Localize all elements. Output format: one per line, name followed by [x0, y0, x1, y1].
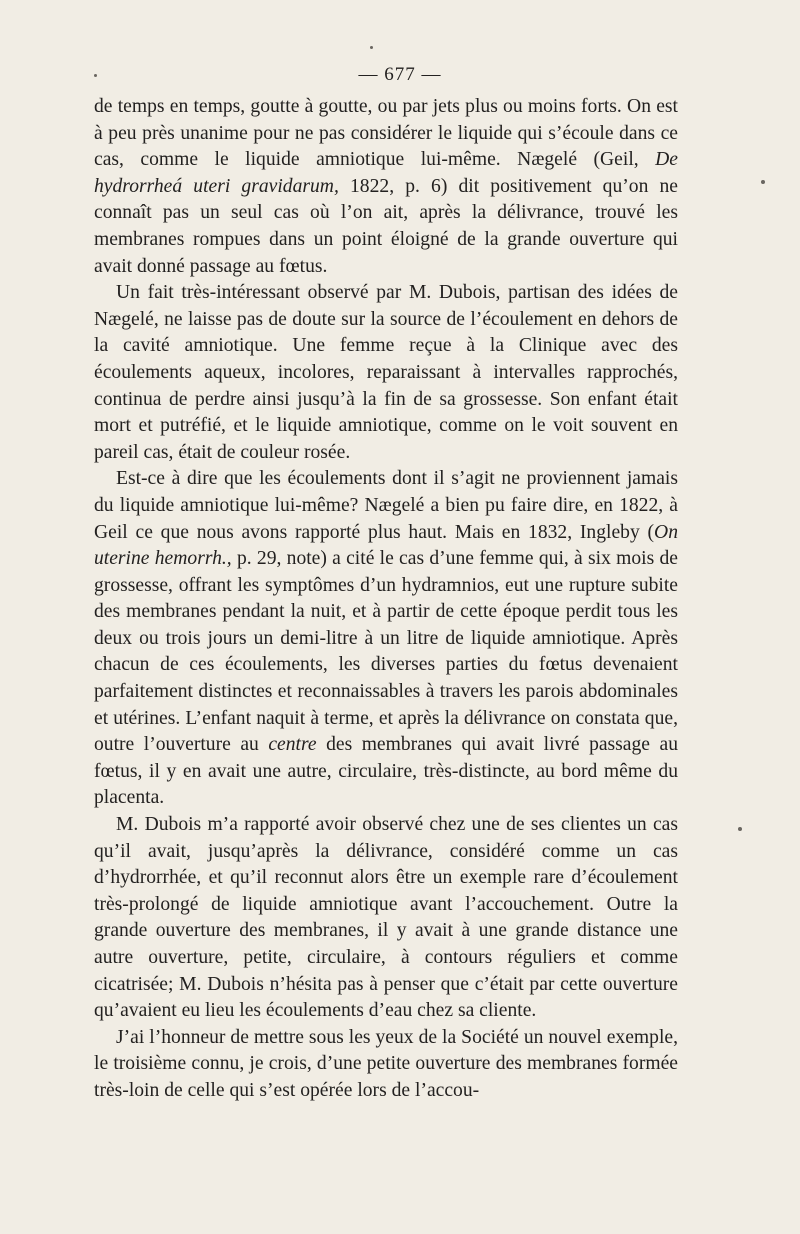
paragraph-3-citation-title: On uterine hemorrh.,: [94, 521, 678, 570]
paragraph-5: [94, 1025, 678, 1105]
paragraph-4: [94, 812, 678, 1025]
paragraph-1: [94, 94, 678, 280]
paragraph-2-text-1: Un fait très-intéressant observé par M. Dubois, partisan des idées de Nægelé, ne laisse pas de doute sur la source de l’écoulement en dehors de la cavité amniotique. Une femme reçue à la Clinique avec des écoulements aqueux, incolores, reparaissant à intervalles rapprochés, continua de perdre ainsi jusqu’à la fin de sa grossesse. Son enfant était mort et putréfié, et le liquide amniotique, comme on le voit souvent en pareil cas, était de couleur rosée.: [94, 282, 678, 463]
paragraph-1-citation-title: De hydrorrheá uteri gravidarum,: [94, 149, 678, 197]
paragraph-4-text-1: M. Dubois m’a rapporté avoir observé chez une de ses clientes un cas qu’il avait, jusqu’après la délivrance, considéré comme un cas d’hydrorrhée, et qu’il reconnut alors être un exemple rare d’écoulement très-prolongé de liquide amniotique avant l’accouchement. Outre la grande ouverture des membranes, il y avait à une grande distance une autre ouverture, petite, circulaire, à contours réguliers et comme cicatrisée; M. Dubois n’hésita pas à penser que c’était par cette ouverture qu’avaient eu lieu les écoulements d’eau chez sa cliente.: [94, 814, 678, 1022]
body-text: [94, 94, 678, 1105]
paper-speck: [94, 74, 97, 77]
paper-speck: [761, 180, 765, 184]
paragraph-1-text-2: 1822, p. 6) dit positivement qu’on ne connaît pas un seul cas où l’on ait, après la délivrance, trouvé les membranes rompues dans un point éloigné de la grande ouverture qui avait donné passage au fœtus.: [94, 175, 678, 277]
paragraph-3-text-2: p. 29, note) a cité le cas d’une femme qui, à six mois de grossesse, offrant les symptômes d’un hydramnios, eut une rupture subite des membranes pendant la nuit, et à partir de cette époque perdit tous les deux ou trois jours un demi-litre à un litre de liquide amniotique. Après chacun de ces écoulements, les diverses parties du fœtus devenaient parfaitement distinctes et reconnaissables à travers les parois abdominales et utérines. L’enfant naquit à terme, et après la délivrance on constata que, outre l’ouverture au: [94, 548, 678, 756]
paper-speck: [370, 46, 373, 49]
paragraph-1-text-1: de temps en temps, goutte à goutte, ou par jets plus ou moins forts. On est à peu près unanime pour ne pas considérer le liquide qui s’écoule dans ce cas, comme le liquide amniotique lui-même. Nægelé (Geil,: [94, 96, 678, 171]
paper-speck: [738, 827, 742, 831]
paragraph-3: [94, 466, 678, 812]
paragraph-5-text-1: J’ai l’honneur de mettre sous les yeux de la Société un nouvel exemple, le troisième connu, je crois, d’une petite ouverture des membranes formée très-loin de celle qui s’est opérée lors de l’accou-: [94, 1026, 678, 1101]
paragraph-3-text-3: des membranes qui avait livré passage au fœtus, il y en avait une autre, circulaire, très-distincte, au bord même du placenta.: [94, 734, 678, 809]
paragraph-3-text-1: Est-ce à dire que les écoulements dont il s’agit ne proviennent jamais du liquide amniotique lui-même? Nægelé a bien pu faire dire, en 1822, à Geil ce que nous avons rapporté plus haut. Mais en 1832, Ingleby (: [94, 468, 678, 543]
paragraph-3-emphasis: centre: [268, 734, 317, 756]
page-number: — 677 —: [358, 64, 442, 85]
paragraph-2: [94, 280, 678, 466]
